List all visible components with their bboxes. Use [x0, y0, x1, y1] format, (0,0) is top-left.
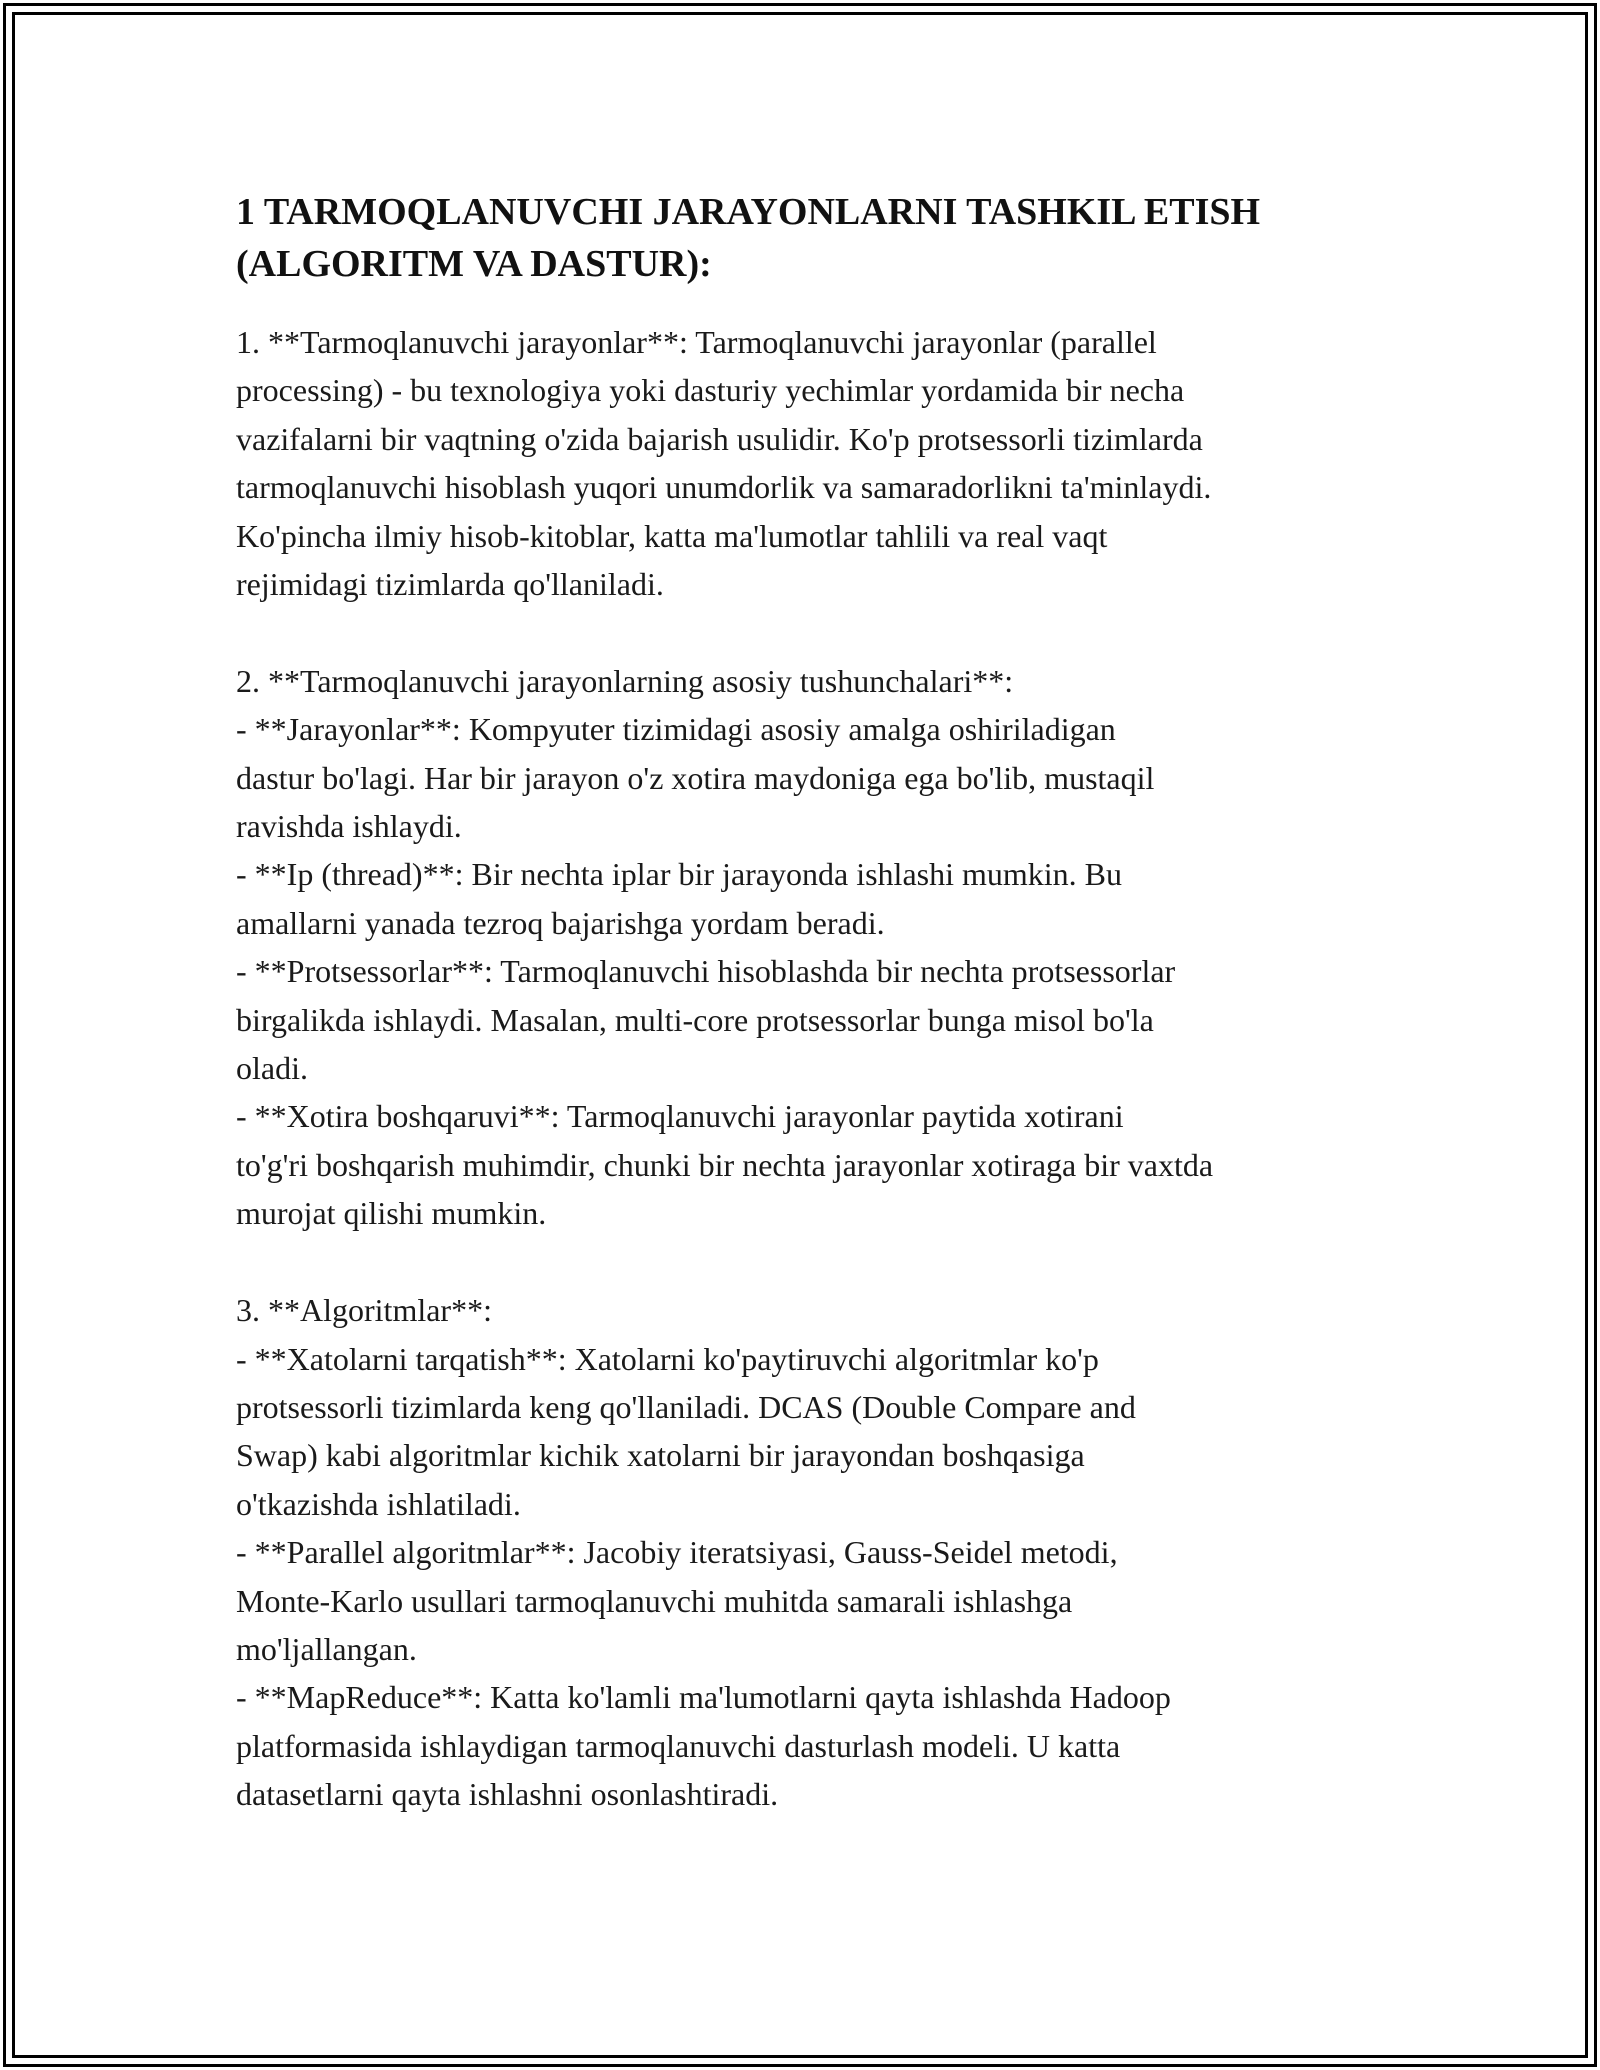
section-1 — [236, 318, 1366, 608]
document-content — [236, 186, 1366, 1819]
document-title: 1 TARMOQLANUVCHI JARAYONLARNI TASHKIL ETISH (ALGORITM VA DASTUR): — [236, 191, 1261, 285]
section-3 — [236, 1286, 1366, 1818]
section-3-text: 3. **Algoritmlar**: - **Xatolarni tarqatish**: Xatolarni ko'paytiruvchi algoritmlar ko'p protsessorli tizimlarda keng qo'llaniladi. DCAS (Double Compare and Swap) kabi algoritmlar kichik xatolarni bir jarayondan boshqasiga o'tkazishda ishlatiladi. - **Parallel algoritmlar**: Jacobiy iteratsiyasi, Gauss-Seidel metodi, Monte-Karlo usullari tarmoqlanuvchi muhitda samarali ishlashga mo'ljallangan. - **MapReduce**: Katta ko'lamli ma'lumotlarni qayta ishlashda Hadoop platformasida ishlaydigan tarmoqlanuvchi dasturlash modeli. U katta datasetlarni qayta ishlashni osonlashtiradi. — [236, 1292, 1171, 1813]
section-2 — [236, 657, 1366, 1238]
section-1-text: 1. **Tarmoqlanuvchi jarayonlar**: Tarmoqlanuvchi jarayonlar (parallel processing) - bu texnologiya yoki dasturiy yechimlar yordamida bir necha vazifalarni bir vaqtning o'zida bajarish usulidir. Ko'p protsessorli tizimlarda tarmoqlanuvchi hisoblash yuqori unumdorlik va samaradorlikni ta'minlaydi. Ko'pincha ilmiy hisob-kitoblar, katta ma'lumotlar tahlili va real vaqt rejimidagi tizimlarda qo'llaniladi. — [236, 324, 1212, 603]
section-2-text: 2. **Tarmoqlanuvchi jarayonlarning asosiy tushunchalari**: - **Jarayonlar**: Kompyuter tizimidagi asosiy amalga oshiriladigan dastur bo'lagi. Har bir jarayon o'z xotira maydoniga ega bo'lib, mustaqil ravishda ishlaydi. - **Ip (thread)**: Bir nechta iplar bir jarayonda ishlashi mumkin. Bu amallarni yanada tezroq bajarishga yordam beradi. - **Protsessorlar**: Tarmoqlanuvchi hisoblashda bir nechta protsessorlar birgalikda ishlaydi. Masalan, multi-core protsessorlar bunga misol bo'la oladi. - **Xotira boshqaruvi**: Tarmoqlanuvchi jarayonlar paytida xotirani to'g'ri boshqarish muhimdir, chunki bir nechta jarayonlar xotiraga bir vaxtda murojat qilishi mumkin. — [236, 662, 1214, 1232]
